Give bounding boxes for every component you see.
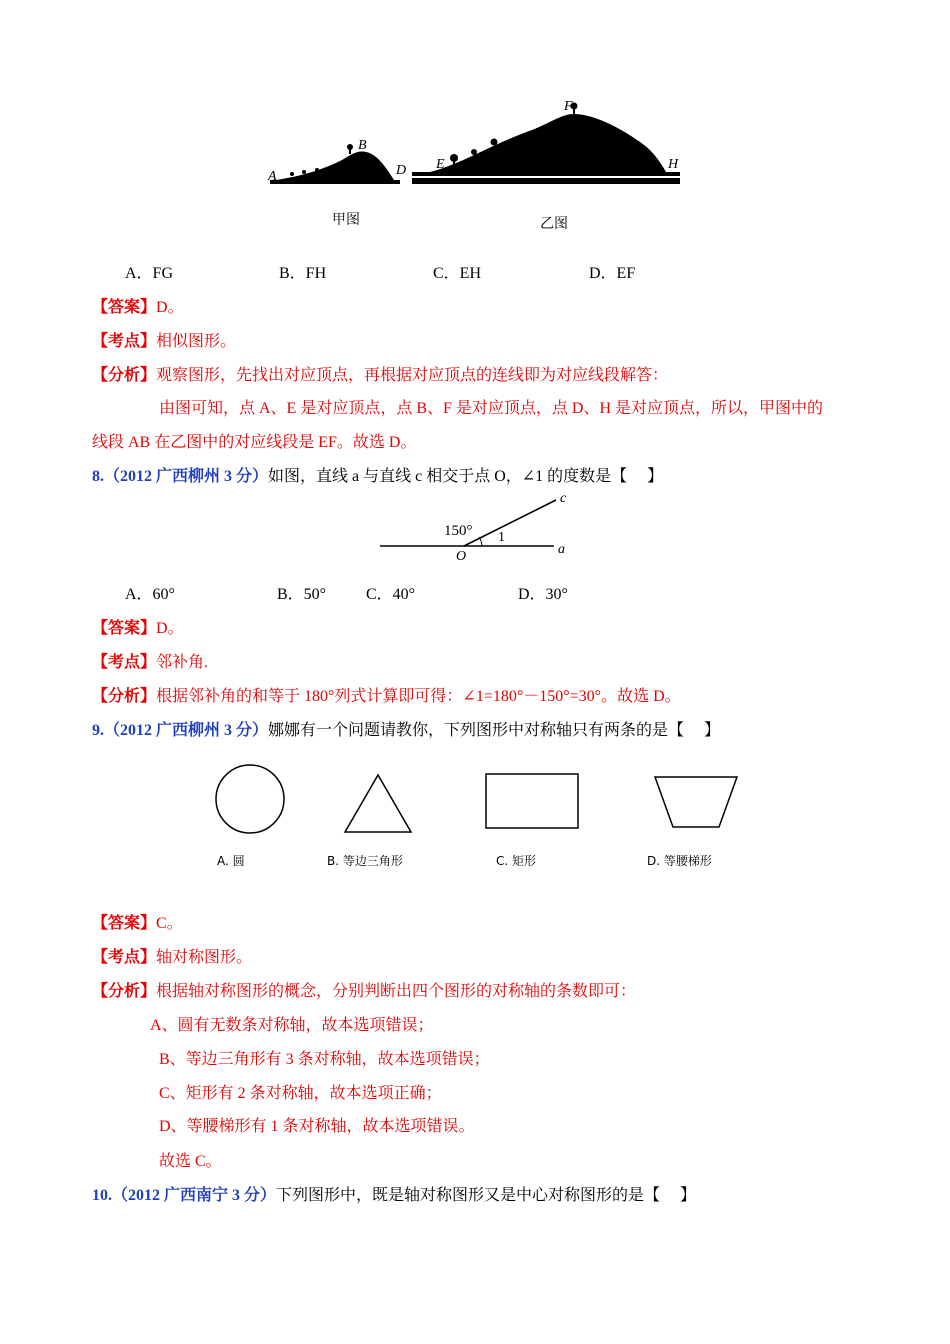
point-B: B — [358, 138, 367, 153]
q7-analysis — [92, 362, 668, 385]
analysis-text: 观察图形，先找出对应顶点，再根据对应顶点的连线即为对应线段解答： — [156, 367, 669, 384]
q8-analysis — [92, 683, 681, 706]
q9-line-b: B、等边三角形有 3 条对称轴，故本选项错误； — [159, 1051, 490, 1068]
q8-question: 如图，直线 a 与直线 c 相交于点 O，∠1 的度数是【 】 — [268, 468, 664, 485]
analysis-tag: 【分析】 — [92, 688, 157, 705]
angle-150-label: 150° — [444, 523, 473, 539]
trapezoid-shape — [655, 777, 737, 827]
topic-text: 邻补角. — [156, 654, 209, 671]
q7-analysis-line3: 线段 AB 在乙图中的对应线段是 EF。故选 D。 — [92, 434, 417, 451]
q7-option-b: B．FH — [279, 265, 327, 282]
answer-text: D。 — [156, 620, 184, 637]
answer-text: C。 — [156, 915, 183, 932]
circle-shape — [216, 765, 284, 833]
angle-1-label: 1 — [498, 530, 505, 545]
q9-line-d: D、等腰梯形有 1 条对称轴，故本选项错误。 — [159, 1118, 475, 1135]
q7-topic — [92, 328, 236, 351]
analysis-text: 根据轴对称图形的概念，分别判断出四个图形的对称轴的条数即可： — [156, 983, 637, 1000]
q8-option-c: C．40° — [366, 586, 416, 603]
q7-option-c: C．EH — [433, 265, 482, 282]
q9-number: 9. — [92, 722, 104, 739]
q8-topic — [92, 649, 208, 672]
similar-hills-figure — [262, 92, 692, 242]
shape-label-c: C. 矩形 — [496, 854, 537, 868]
left-caption: 甲图 — [332, 212, 360, 228]
topic-tag: 【考点】 — [92, 949, 157, 966]
q7-option-d: D．EF — [589, 265, 636, 282]
q7-answer — [92, 294, 184, 317]
point-H: H — [668, 157, 679, 172]
q8-option-b: B．50° — [277, 586, 327, 603]
answer-tag: 【答案】 — [92, 915, 157, 932]
q8-option-a: A．60° — [125, 586, 175, 603]
point-E: E — [436, 157, 445, 172]
q8-option-d: D．30° — [518, 586, 568, 603]
line-a-label: a — [558, 542, 565, 557]
q7-analysis-line2: 由图可知，点 A、E 是对应顶点，点 B、F 是对应顶点，点 D、H 是对应顶点，所以，甲图中的 — [159, 400, 824, 417]
q9-stem — [92, 717, 720, 740]
answer-tag: 【答案】 — [92, 620, 157, 637]
q9-conclusion: 故选 C。 — [159, 1153, 222, 1170]
topic-text: 相似图形。 — [156, 333, 237, 350]
analysis-text: 根据邻补角的和等于 180°列式计算即可得：∠1=180°－150°=30°。故选 D。 — [156, 688, 681, 705]
shape-label-d: D. 等腰梯形 — [647, 854, 712, 868]
point-F: F — [564, 99, 573, 114]
point-O: O — [456, 549, 467, 564]
answer-text: D。 — [156, 299, 184, 316]
analysis-tag: 【分析】 — [92, 983, 157, 1000]
q9-source: （2012 广西柳州 3 分） — [104, 722, 269, 739]
right-caption: 乙图 — [540, 216, 568, 232]
q7-option-a: A．FG — [125, 265, 174, 282]
angle-figure — [378, 488, 578, 566]
q10-number: 10. — [92, 1187, 112, 1204]
rectangle-shape — [486, 774, 578, 828]
analysis-tag: 【分析】 — [92, 367, 157, 384]
topic-tag: 【考点】 — [92, 333, 157, 350]
symmetry-shapes-figure — [205, 755, 750, 880]
answer-tag: 【答案】 — [92, 299, 157, 316]
q9-topic — [92, 944, 252, 967]
q9-answer — [92, 910, 183, 933]
q8-number: 8. — [92, 468, 104, 485]
q9-question: 娜娜有一个问题请教你，下列图形中对称轴只有两条的是【 】 — [268, 722, 721, 739]
q10-stem — [92, 1182, 696, 1205]
topic-tag: 【考点】 — [92, 654, 157, 671]
q8-source: （2012 广西柳州 3 分） — [104, 468, 269, 485]
q8-answer — [92, 615, 184, 638]
triangle-shape — [345, 775, 411, 832]
q10-question: 下列图形中，既是轴对称图形又是中心对称图形的是【 】 — [276, 1187, 697, 1204]
q9-line-c: C、矩形有 2 条对称轴，故本选项正确； — [159, 1085, 442, 1102]
shape-label-b: B. 等边三角形 — [327, 854, 403, 868]
shape-label-a: A. 圆 — [217, 854, 245, 868]
topic-text: 轴对称图形。 — [156, 949, 253, 966]
q9-analysis — [92, 978, 636, 1001]
q8-stem — [92, 463, 663, 486]
point-A: A — [268, 169, 277, 184]
q10-source: （2012 广西南宁 3 分） — [112, 1187, 277, 1204]
point-D: D — [396, 163, 407, 178]
q9-line-a: A、圆有无数条对称轴，故本选项错误； — [150, 1017, 434, 1034]
line-c-label: c — [560, 491, 567, 506]
